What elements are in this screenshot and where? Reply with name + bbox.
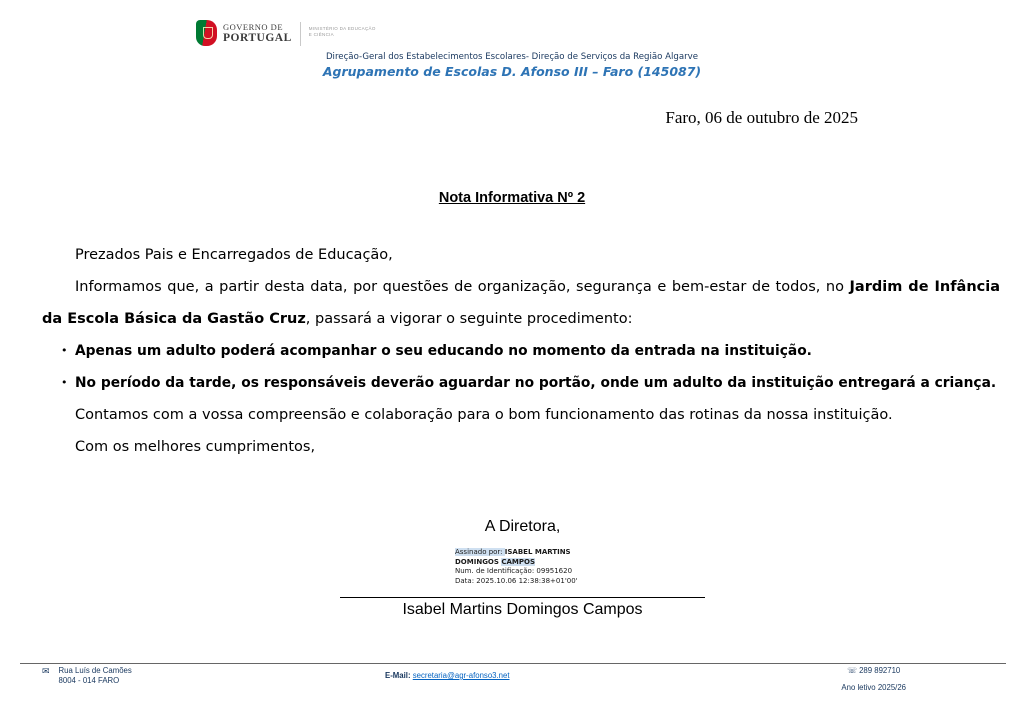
letter-body	[42, 239, 1000, 463]
address-line1: Rua Luís de Camões	[58, 666, 132, 675]
address-lines	[59, 666, 132, 686]
directorate-line: Direção-Geral dos Estabelecimentos Escolares- Direção de Serviços da Região Algarve	[325, 52, 699, 62]
phone-icon: ☏	[847, 666, 857, 675]
signed-by-name: ISABEL MARTINS DOMINGOS	[455, 548, 571, 566]
paragraph-intro	[42, 271, 1000, 335]
signature-area	[340, 518, 705, 536]
government-logo-text	[223, 20, 292, 44]
logo-line-portugal: PORTUGAL	[223, 31, 292, 44]
phone-number: 289 892710	[859, 666, 901, 675]
salutation: Prezados Pais e Encarregados de Educação,	[75, 247, 393, 263]
footer-address	[42, 666, 132, 686]
footer-contact	[841, 666, 906, 693]
phone-line	[841, 666, 906, 676]
signer-role: A Diretora,	[484, 518, 561, 535]
list-item-text: Apenas um adulto poderá acompanhar o seu educando no momento da entrada na instituição.	[75, 343, 812, 359]
school-year: Ano letivo 2025/26	[841, 683, 906, 692]
place-date-line: Faro, 06 de outubro de 2025	[665, 108, 858, 127]
paragraph-thanks: Contamos com a vossa compreensão e colaboração para o bom funcionamento das rotinas da nossa instituição.	[75, 407, 893, 423]
list-item	[42, 335, 1000, 367]
email-link[interactable]: secretaria@agr-afonso3.net	[412, 671, 510, 680]
signer-name: Isabel Martins Domingos Campos	[402, 601, 643, 618]
ministry-line2: E CIÊNCIA	[308, 32, 334, 38]
logo-divider	[300, 22, 301, 46]
ministry-line1: MINISTÉRIO DA EDUCAÇÃO	[308, 26, 376, 31]
organization-header	[0, 52, 1024, 79]
signed-by-label: Assinado por:	[455, 548, 505, 556]
government-logo	[196, 20, 376, 46]
stamp-date-line: Data: 2025.10.06 12:38:38+01'00'	[455, 576, 578, 585]
closing-line: Com os melhores cumprimentos,	[75, 439, 316, 455]
procedure-list	[42, 335, 1000, 399]
page-title: Nota Informativa Nº 2	[438, 190, 586, 206]
portugal-shield-icon	[196, 20, 217, 46]
ministry-label	[309, 20, 376, 39]
list-item-text: No período da tarde, os responsáveis deverão aguardar no portão, onde um adulto da instituição entregará a criança.	[75, 375, 997, 391]
paragraph-intro-normal: Informamos que, a partir desta data, por questões de organização, segurança e bem-estar de todos, no	[75, 279, 850, 295]
footer-divider	[20, 663, 1006, 664]
address-line2: 8004 - 014 FARO	[58, 676, 120, 685]
logo-line-governo: GOVERNO DE	[223, 22, 284, 32]
school-grouping-line: Agrupamento de Escolas D. Afonso III – Faro (145087)	[322, 64, 702, 79]
email-label: E-Mail:	[385, 671, 413, 680]
envelope-icon: ✉	[42, 666, 50, 676]
footer-email	[385, 671, 510, 680]
stamp-id-line: Num. de Identificação: 09951620	[455, 567, 573, 575]
signature-line	[340, 597, 705, 598]
paragraph-intro-bold: Jardim de Infância da Escola Básica da Gastão Cruz	[42, 279, 1000, 327]
list-item	[42, 367, 1000, 399]
digital-signature-stamp	[455, 548, 593, 586]
paragraph-intro-tail: , passará a vigorar o seguinte procedimento:	[305, 311, 633, 327]
signed-by-name2: CAMPOS	[501, 557, 536, 566]
